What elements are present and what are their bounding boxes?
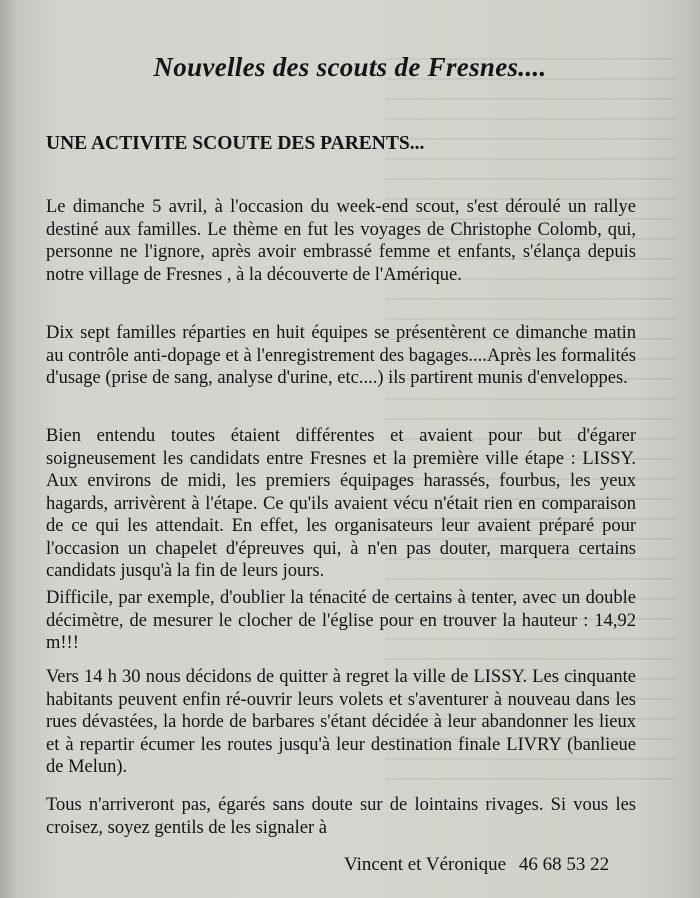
article-heading: UNE ACTIVITE SCOUTE DES PARENTS...	[46, 133, 425, 154]
paragraph-conclusion: Tous n'arriveront pas, égarés sans doute sur de lointains rivages. Si vous les croisez, soyez gentils de les signaler à	[46, 795, 636, 838]
signature-names: Vincent et Véronique	[344, 854, 507, 875]
signature-phone: 46 68 53 22	[518, 854, 610, 875]
paragraph-familles: Dix sept familles réparties en huit équipes se présentèrent ce dimanche matin au contrôle anti-dopage et à l'enregistrement des bagages....Après les formalités d'usage (prise de sang, analyse d'urine, etc....) ils partirent munis d'enveloppes.	[46, 323, 636, 388]
signature	[344, 854, 609, 876]
paragraph-lissy: Bien entendu toutes étaient différentes et avaient pour but d'égarer soigneusement les candidats entre Fresnes et la première ville étape : LISSY. Aux environs de midi, les premiers équipages harassés, fourbus, les yeux hagards, arrivèrent à l'étape. Ce qu'ils avaient vécu n'était rien en comparaison de ce qui les attendait. En effet, les organisateurs leur avaient préparé pour l'occasion un chapelet d'épreuves qui, à n'en pas douter, marquera certains candidats jusqu'à la fin de leurs jours.	[46, 426, 636, 581]
paragraph-rallye: Le dimanche 5 avril, à l'occasion du week-end scout, s'est déroulé un rallye destiné aux familles. Le thème en fut les voyages de Christophe Colomb, qui, personne ne l'ignore, après avoir embrassé femme et enfants, s'élança depuis notre village de Fresnes , à la découverte de l'Amérique.	[46, 197, 636, 285]
paragraph-clocher: Difficile, par exemple, d'oublier la ténacité de certains à tenter, avec un double décimètre, de mesurer le clocher de l'église pour en trouver la hauteur : 14,92 m!!!	[46, 588, 636, 653]
paragraph-livry: Vers 14 h 30 nous décidons de quitter à regret la ville de LISSY. Les cinquante habitants peuvent enfin ré-ouvrir leurs volets et s'aventurer à nouveau dans les rues dévastées, la horde de barbares s'étant décidée à leur abandonner les lieux et à repartir écumer les routes jusqu'à leur destination finale LIVRY (banlieue de Melun).	[46, 667, 636, 777]
page-title: Nouvelles des scouts de Fresnes....	[153, 52, 547, 82]
